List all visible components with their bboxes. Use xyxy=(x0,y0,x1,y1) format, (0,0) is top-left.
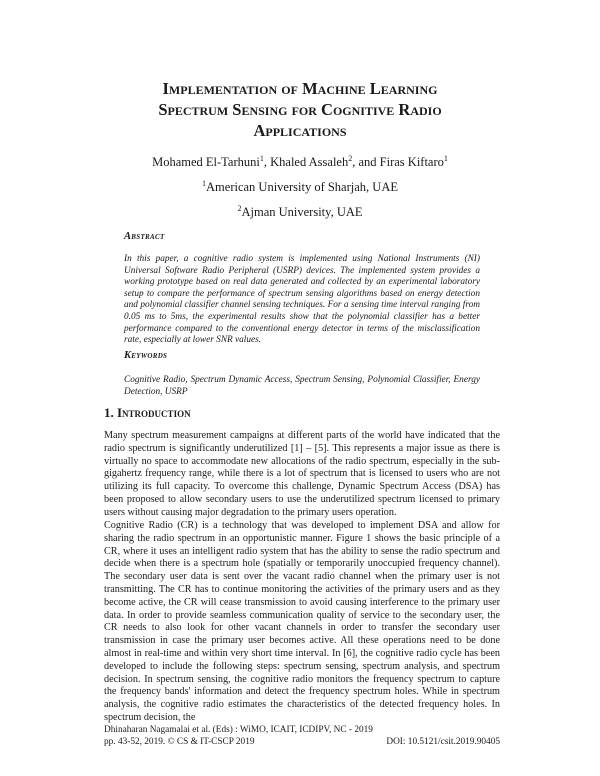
introduction-paragraph-2: Cognitive Radio (CR) is a technology that was developed to implement DSA and allow for sharing the radio spectrum in an opportunistic manner. Figure 1 shows the basic principle of a CR, where it uses an intelligent radio system that has the ability to sense the radio spectrum and decide when there is a spectrum hole (spatially or temporarily unoccupied frequency channel). The secondary user data is sent over the vacant radio channel when the primary user is not transmitting. The CR has to continue monitoring the activities of the primary users and as they become active, the CR will cease transmission to avoid causing interference to the primary user data. In order to provide seamless communication quality of service to the secondary user, the CR needs to also look for other vacant channels in order to transfer the secondary user transmission in case the primary user becomes active. All these operations need to be done almost in real-time and within very short time interval. In [6], the cognitive radio cycle has been developed to include the following steps: spectrum sensing, spectrum analysis, and spectrum decision. In spectrum sensing, the cognitive radio monitors the frequency spectrum to capture the frequency bands' information and detect the frequency spectrum holes. While in spectrum analysis, the cognitive radio estimates the characteristics of the detected frequency holes. In spectrum decision, the xyxy=(104,520,500,723)
title-line-1: Implementation of Machine Learning xyxy=(162,79,438,98)
author-2: Khaled Assaleh xyxy=(270,155,349,169)
author-separator: , and xyxy=(352,155,380,169)
affiliation-marker: 1 xyxy=(202,178,207,188)
paper-title xyxy=(60,78,540,141)
page-footer xyxy=(104,725,500,748)
author-3: Firas Kiftaro xyxy=(379,155,444,169)
footer-pages: pp. 43-52, 2019. © CS & IT-CSCP 2019 xyxy=(104,736,255,747)
title-line-2: Spectrum Sensing for Cognitive Radio xyxy=(158,100,442,119)
author-2-affiliation-marker: 2 xyxy=(348,153,353,163)
affiliation-2 xyxy=(60,205,540,220)
abstract-text: In this paper, a cognitive radio system is implemented using National Instruments (NI) Universal Software Radio Peripheral (USRP) devices. The implemented system provides a working prototype based on real data generated and collected by an experimental laboratory setup to compare the performance of spectrum sensing algorithms based on energy detection and polynomial classifier channel sensing techniques. For a sensing time interval ranging from 0.05 ms to 5ms, the experimental results show that the polynomial classifier has a better performance compared to the conventional energy detector in terms of the misclassification rate, especially at lower SNR values. xyxy=(124,254,480,346)
keywords-heading: Keywords xyxy=(124,350,168,361)
abstract-heading: Abstract xyxy=(124,231,165,242)
title-line-3: Applications xyxy=(253,121,347,140)
author-1-affiliation-marker: 1 xyxy=(259,153,264,163)
footer-doi: DOI: 10.5121/csit.2019.90405 xyxy=(386,736,500,747)
author-list xyxy=(60,155,540,170)
author-3-affiliation-marker: 1 xyxy=(443,153,448,163)
author-separator: , xyxy=(263,155,271,169)
introduction-paragraph-1: Many spectrum measurement campaigns at different parts of the world have indicated that the radio spectrum is significantly underutilized [1] – [5]. This represents a major issue as there is virtually no space to accommodate new allocations of the radio spectrum, especially in the sub-gigahertz frequency range, while there is a lot of spectrum that is licensed to users who are not utilizing its full capacity. To overcome this challenge, Dynamic Spectrum Access (DSA) has been proposed to allow secondary users to use the underutilized spectrum licensed to primary users without causing major degradation to the primary users operation. xyxy=(104,430,500,518)
keywords-text: Cognitive Radio, Spectrum Dynamic Access, Spectrum Sensing, Polynomial Classifier, Energy Detection, USRP xyxy=(124,375,480,397)
affiliation-marker: 2 xyxy=(237,203,242,213)
author-1: Mohamed El-Tarhuni xyxy=(152,155,260,169)
affiliation-name: American University of Sharjah, UAE xyxy=(206,180,398,194)
affiliation-1 xyxy=(60,180,540,195)
affiliation-name: Ajman University, UAE xyxy=(241,205,363,219)
section-heading-introduction: 1. Introduction xyxy=(104,405,191,420)
footer-citation-row xyxy=(104,737,500,749)
footer-proceedings: Dhinaharan Nagamalai et al. (Eds) : WiMO, ICAIT, ICDIPV, NC - 2019 xyxy=(104,725,373,735)
